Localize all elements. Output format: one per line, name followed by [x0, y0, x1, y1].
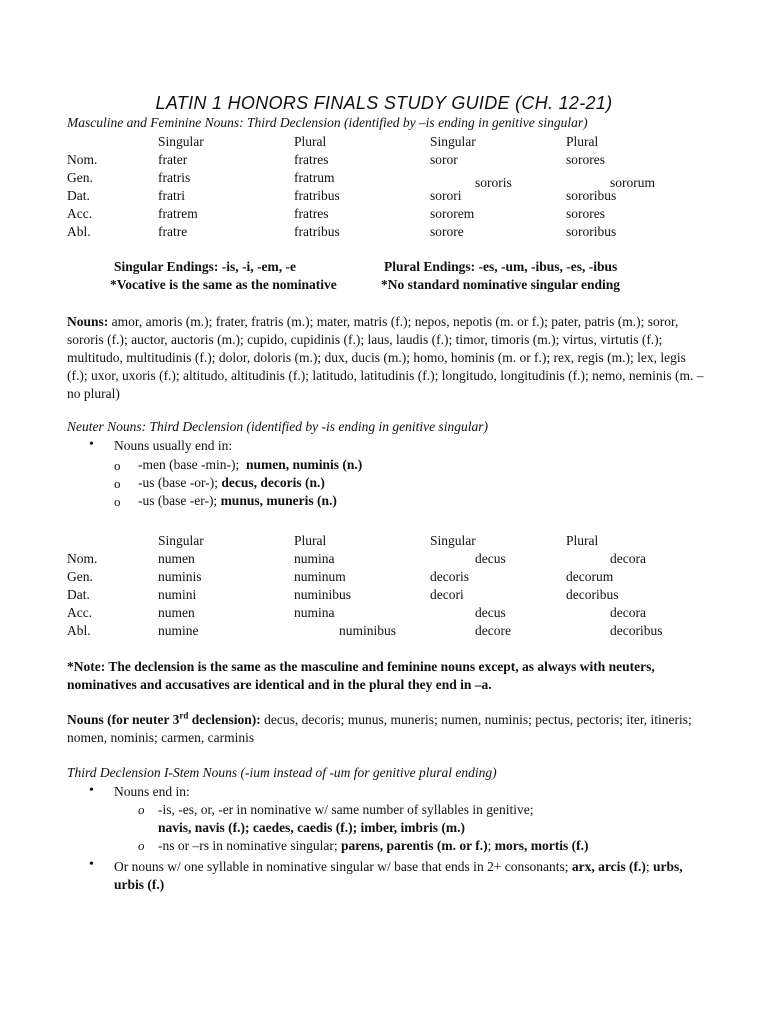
table-cell: fratrem: [158, 206, 198, 221]
sub-bullet: [138, 475, 325, 491]
sub-bullet: -ns or –rs in nominative singular; parens, parentis (m. or f.); mors, mortis (f.): [158, 838, 589, 853]
table-cell: fratribus: [294, 224, 340, 239]
table-row: [0, 587, 768, 605]
table-cell: decora: [610, 551, 646, 566]
sub-bullet: [138, 457, 362, 473]
table-cell: decoribus: [566, 587, 619, 602]
header-singular: Singular: [158, 134, 204, 149]
table-row: [0, 206, 768, 224]
table-cell: numini: [158, 587, 197, 602]
table-cell: fratre: [158, 224, 188, 239]
case-label: Nom.: [67, 152, 98, 167]
sub-bullet-example: mors, mortis (f.): [494, 838, 589, 853]
case-label: Nom.: [67, 551, 98, 566]
case-label: Gen.: [67, 569, 93, 584]
table-cell: sorori: [430, 188, 462, 203]
table-cell: soror: [430, 152, 458, 167]
table-cell: numina: [294, 551, 335, 566]
table-cell: decori: [430, 587, 464, 602]
case-label: Acc.: [67, 206, 93, 221]
table-row: [0, 224, 768, 242]
table-cell: decoris: [430, 569, 469, 584]
table-cell: sorores: [566, 206, 605, 221]
table-row: [0, 569, 768, 587]
bullet-text: Nouns end in:: [114, 784, 190, 799]
table-cell: sororum: [610, 175, 655, 190]
sub-bullet-example: decus, decoris (n.): [221, 475, 325, 490]
table-row: [0, 152, 768, 170]
plural-endings: Plural Endings: -es, -um, -ibus, -es, -ibus: [384, 259, 618, 274]
table-cell: sororis: [475, 175, 512, 190]
sub-bullet-text: -men (base -min-);: [138, 457, 240, 472]
bullet-icon: •: [89, 437, 94, 452]
bullet-icon: •: [89, 783, 94, 798]
table-cell: numina: [294, 605, 335, 620]
bullet-example: arx, arcis (f.): [571, 859, 646, 874]
table-row: [0, 551, 768, 569]
header-plural: Plural: [294, 533, 327, 548]
header-singular: Singular: [158, 533, 204, 548]
table-cell: fratris: [158, 170, 191, 185]
sub-bullet-example: munus, muneris (n.): [220, 493, 337, 508]
table-cell: fratri: [158, 188, 185, 203]
case-label: Acc.: [67, 605, 93, 620]
table-cell: fratrum: [294, 170, 335, 185]
table-cell: sororem: [430, 206, 475, 221]
table-row: [0, 623, 768, 641]
table-header-row: [0, 533, 768, 551]
nominative-note: *No standard nominative singular ending: [381, 277, 621, 292]
circle-bullet-icon: o: [138, 802, 145, 817]
table-cell: numine: [158, 623, 199, 638]
sub-bullet-example: numen, numinis (n.): [245, 457, 363, 472]
circle-bullet-icon: o: [114, 476, 121, 491]
section-heading-third-declension: Masculine and Feminine Nouns: Third Declension (identified by –is ending in genitive singular): [67, 115, 588, 130]
bullet-text: Or nouns w/ one syllable in nominative singular w/ base that ends in 2+ consonants; arx, arcis (f.); urbs, urbis (f.): [114, 859, 683, 892]
header-singular: Singular: [430, 533, 476, 548]
sub-bullet-text: -us (base -er-);: [138, 493, 218, 508]
case-label: Dat.: [67, 587, 90, 602]
table-row: [0, 605, 768, 623]
case-label: Gen.: [67, 170, 93, 185]
table-cell: sororibus: [566, 188, 617, 203]
declension-note: *Note: The declension is the same as the masculine and feminine nouns except, as always with neuters, nominatives and accusatives are identical and in the plural they end in –a.: [67, 659, 655, 692]
table-row: [0, 170, 768, 188]
nouns-label: Nouns:: [67, 314, 109, 329]
table-cell: fratribus: [294, 188, 340, 203]
bullet-example: urbs, urbis (f.): [114, 859, 683, 892]
header-singular: Singular: [430, 134, 476, 149]
header-plural: Plural: [294, 134, 327, 149]
case-label: Dat.: [67, 188, 90, 203]
nouns-list: amor, amoris (m.); frater, fratris (m.); mater, matris (f.); nepos, nepotis (m. or f.); pater, patris (m.); soror, sororis (f.); auctor, auctoris (m.); cupido, cupidinis (f.); laus, laudis (f.); timor, timoris (m.); virtus, virtutis (f.); multitudo, multitudinis (f.); dolor, doloris (m.); dux, ducis (m.); homo, hominis (m. or f.); rex, regis (m.); lex, legis (f.); uxor, uxoris (f.); altitudo, altitudinis (f.); latitudo, latitudinis (f.); longitudo, longitudinis (f.); nemo, neminis (m. – no plural): [67, 314, 704, 401]
table-cell: sorores: [566, 152, 605, 167]
table-cell: numinis: [158, 569, 202, 584]
table-cell: sororibus: [566, 224, 617, 239]
table-cell: decoribus: [610, 623, 663, 638]
vocative-note: *Vocative is the same as the nominative: [110, 277, 337, 292]
nouns-paragraph: [67, 313, 707, 403]
bullet-icon: •: [89, 857, 94, 872]
section-heading-neuter: Neuter Nouns: Third Declension (identified by -is ending in genitive singular): [67, 419, 488, 434]
sub-bullet-example: navis, navis (f.); caedes, caedis (f.); imber, imbris (m.): [158, 820, 465, 835]
sub-bullet-text: -us (base -or-);: [138, 475, 218, 490]
table-cell: decorum: [566, 569, 614, 584]
table-cell: fratres: [294, 152, 329, 167]
table-cell: frater: [158, 152, 188, 167]
table-cell: numinum: [294, 569, 346, 584]
sub-bullet-text: -ns or –rs in nominative singular;: [158, 838, 338, 853]
header-plural: Plural: [566, 134, 599, 149]
table-cell: numen: [158, 551, 195, 566]
singular-endings: Singular Endings: -is, -i, -em, -e: [114, 259, 297, 274]
case-label: Abl.: [67, 623, 91, 638]
neuter-nouns-paragraph: [67, 711, 707, 747]
nouns-list: decus, decoris; munus, muneris; numen, numinis; pectus, pectoris; iter, itineris; nomen, nominis; carmen, carminis: [67, 712, 692, 745]
page-title: LATIN 1 HONORS FINALS STUDY GUIDE (CH. 12-21): [155, 93, 613, 113]
case-label: Abl.: [67, 224, 91, 239]
table-cell: numinibus: [294, 587, 352, 602]
circle-bullet-icon: o: [138, 838, 145, 853]
circle-bullet-icon: o: [114, 494, 121, 509]
sub-bullet-text: -is, -es, or, -er in nominative w/ same number of syllables in genitive;: [158, 802, 534, 817]
table-header-row: [0, 134, 768, 152]
section-heading-i-stem: Third Declension I-Stem Nouns (-ium instead of -um for genitive plural ending): [67, 765, 497, 780]
bullet-text: Nouns usually end in:: [114, 438, 233, 453]
table-row: [0, 188, 768, 206]
table-cell: fratres: [294, 206, 329, 221]
table-cell: numinibus: [339, 623, 397, 638]
table-cell: decore: [475, 623, 511, 638]
sub-bullet: [138, 493, 337, 509]
sub-bullet-example: parens, parentis (m. or f.): [340, 838, 488, 853]
table-cell: numen: [158, 605, 195, 620]
header-plural: Plural: [566, 533, 599, 548]
table-cell: sorore: [430, 224, 464, 239]
nouns-label: Nouns (for neuter 3rd declension):: [67, 710, 261, 727]
table-cell: decus: [475, 605, 506, 620]
circle-bullet-icon: o: [114, 458, 121, 473]
table-cell: decus: [475, 551, 506, 566]
table-cell: decora: [610, 605, 646, 620]
